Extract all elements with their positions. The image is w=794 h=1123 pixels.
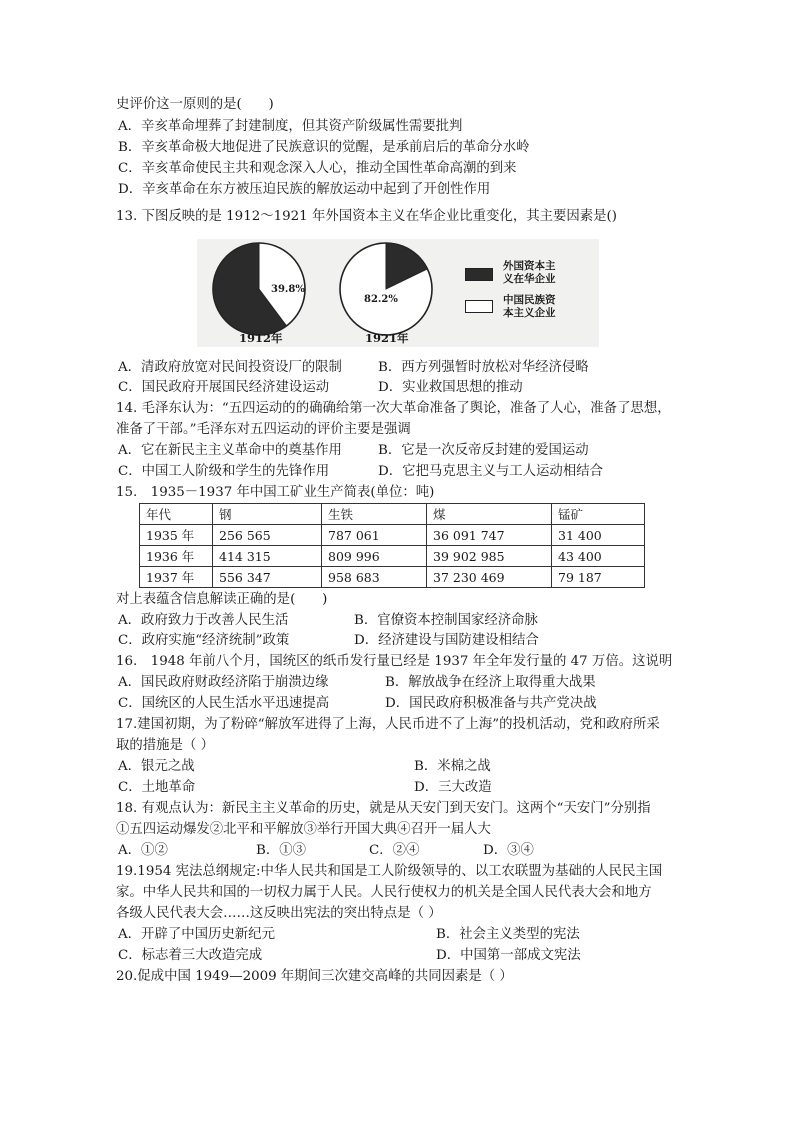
table-header-row xyxy=(140,504,645,525)
pie-1921 xyxy=(340,243,432,335)
q12-option-c[interactable]: C．辛亥革命使民主共和观念深入人心，推动全国性革命高潮的到来 xyxy=(118,161,517,176)
table-cell: 1936 年 xyxy=(140,546,213,567)
table-row xyxy=(140,525,645,546)
table-cell: 958 683 xyxy=(322,567,427,588)
q17-option-b[interactable]: B．米棉之战 xyxy=(414,759,491,774)
pie-1912-year: 1912年 xyxy=(239,331,283,345)
pie-1921-year: 1921年 xyxy=(365,331,409,345)
q17-stem-line1: 17.建国初期，为了粉碎“解放军进得了上海，人民币进不了上海”的投机活动，党和政府所采 xyxy=(116,717,660,732)
q19-option-d[interactable]: D．中国第一部成文宪法 xyxy=(436,948,581,963)
q17-stem-line2: 取的措施是（ ） xyxy=(116,738,214,753)
q13-option-c[interactable]: C．国民政府开展国民经济建设运动 xyxy=(118,380,330,395)
q17-option-c[interactable]: C．土地革命 xyxy=(118,780,196,795)
table-cell: 1937 年 xyxy=(140,567,213,588)
q15-stem: 15. 1935－1937 年中国工矿业生产简表(单位：吨) xyxy=(116,485,435,500)
table-header-cell: 年代 xyxy=(140,504,213,525)
legend-foreign-swatch xyxy=(465,268,493,281)
table-cell: 79 187 xyxy=(552,567,645,588)
q14-stem-line2: 准备了干部。”毛泽东对五四运动的评价主要是强调 xyxy=(116,422,411,437)
q20-stem: 20.促成中国 1949—2009 年期间三次建交高峰的共同因素是（ ） xyxy=(116,969,513,984)
q19-option-a[interactable]: A．开辟了中国历史新纪元 xyxy=(118,927,275,942)
q13-pie-figure xyxy=(197,239,599,347)
pie-1921-domestic-label: 82.2% xyxy=(364,294,398,305)
table-cell: 31 400 xyxy=(552,525,645,546)
q18-stem-line1: 18. 有观点认为：新民主主义革命的历史，就是从天安门到天安门。这两个“天安门”分别指 xyxy=(116,801,651,816)
table-cell: 809 996 xyxy=(322,546,427,567)
q17-option-a[interactable]: A．银元之战 xyxy=(118,759,195,774)
table-cell: 37 230 469 xyxy=(427,567,552,588)
table-cell: 1935 年 xyxy=(140,525,213,546)
table-header-cell: 锰矿 xyxy=(552,504,645,525)
q14-stem-line1: 14. 毛泽东认为：“五四运动的的确确给第一次大革命准备了舆论，准备了人心，准备了思想， xyxy=(116,401,671,416)
q18-option-a[interactable]: A．①② xyxy=(118,843,168,858)
legend-foreign-line2: 义在华企业 xyxy=(503,273,556,285)
q12-option-a[interactable]: A．辛亥革命埋葬了封建制度，但其资产阶级属性需要批判 xyxy=(118,119,463,134)
q15-option-a[interactable]: A．政府致力于改善人民生活 xyxy=(118,613,289,628)
q13-option-b[interactable]: B．西方列强暂时放松对华经济侵略 xyxy=(378,360,589,375)
table-cell: 43 400 xyxy=(552,546,645,567)
q16-option-a[interactable]: A．国民政府财政经济陷于崩溃边缘 xyxy=(118,675,329,690)
table-cell: 256 565 xyxy=(213,525,322,546)
q18-option-d[interactable]: D．③④ xyxy=(483,843,534,858)
q18-option-b[interactable]: B．①③ xyxy=(256,843,307,858)
q13-option-d[interactable]: D．实业救国思想的推动 xyxy=(378,380,523,395)
table-row xyxy=(140,567,645,588)
q19-stem-line2: 家。中华人民共和国的一切权力属于人民。人民行使权力的机关是全国人民代表大会和地方 xyxy=(116,885,652,900)
q15-production-table xyxy=(139,503,645,588)
q15-question: 对上表蕴含信息解读正确的是( ) xyxy=(116,592,328,607)
legend-domestic-line1: 中国民族资 xyxy=(503,294,556,306)
q15-option-d[interactable]: D．经济建设与国防建设相结合 xyxy=(354,633,539,648)
legend-domestic-line2: 本主义企业 xyxy=(503,307,556,319)
table-cell: 36 091 747 xyxy=(427,525,552,546)
legend-domestic-swatch xyxy=(465,300,493,313)
q18-stem-line2: ①五四运动爆发②北平和平解放③举行开国大典④召开一届人大 xyxy=(116,822,491,837)
q16-stem: 16. 1948 年前八个月，国统区的纸币发行量已经是 1937 年全年发行量的 47 万倍。这说明 xyxy=(116,654,673,669)
q18-option-c[interactable]: C．②④ xyxy=(369,843,420,858)
q15-option-b[interactable]: B．官僚资本控制国家经济命脉 xyxy=(354,613,538,628)
table-header-cell: 钢 xyxy=(213,504,322,525)
q13-option-a[interactable]: A．清政府放宽对民间投资设厂的限制 xyxy=(118,360,342,375)
q14-option-d[interactable]: D．它把马克思主义与工人运动相结合 xyxy=(378,464,603,479)
legend-foreign-line1: 外国资本主 xyxy=(503,260,556,272)
table-cell: 39 902 985 xyxy=(427,546,552,567)
q19-stem-line3: 各级人民代表大会……这反映出宪法的突出特点是（ ） xyxy=(116,906,442,921)
q16-option-b[interactable]: B．解放战争在经济上取得重大战果 xyxy=(385,675,596,690)
pie-1912-domestic-label: 39.8% xyxy=(271,284,305,295)
q15-option-c[interactable]: C．政府实施“经济统制”政策 xyxy=(118,633,290,648)
table-cell: 414 315 xyxy=(213,546,322,567)
q14-option-a[interactable]: A．它在新民主主义革命中的奠基作用 xyxy=(118,443,342,458)
q16-option-d[interactable]: D．国民政府积极准备与共产党决战 xyxy=(385,696,597,711)
q19-stem-line1: 19.1954 宪法总纲规定:中华人民共和国是工人阶级领导的、以工农联盟为基础的人民民主国 xyxy=(116,864,663,879)
q12-stem-tail: 史评价这一原则的是( ) xyxy=(116,97,274,112)
q19-option-c[interactable]: C．标志着三大改造完成 xyxy=(118,948,263,963)
q19-option-b[interactable]: B．社会主义类型的宪法 xyxy=(436,927,580,942)
table-header-cell: 煤 xyxy=(427,504,552,525)
q12-option-d[interactable]: D．辛亥革命在东方被压迫民族的解放运动中起到了开创性作用 xyxy=(118,182,491,197)
table-header-cell: 生铁 xyxy=(322,504,427,525)
q12-option-b[interactable]: B．辛亥革命极大地促进了民族意识的觉醒，是承前启后的革命分水岭 xyxy=(118,140,530,155)
q16-option-c[interactable]: C．国统区的人民生活水平迅速提高 xyxy=(118,696,330,711)
table-cell: 556 347 xyxy=(213,567,322,588)
q17-option-d[interactable]: D．三大改造 xyxy=(414,780,492,795)
q13-stem: 13. 下图反映的是 1912～1921 年外国资本主义在华企业比重变化，其主要因素是() xyxy=(116,209,617,224)
table-row xyxy=(140,546,645,567)
table-cell: 787 061 xyxy=(322,525,427,546)
q14-option-b[interactable]: B．它是一次反帝反封建的爱国运动 xyxy=(378,443,589,458)
q14-option-c[interactable]: C．中国工人阶级和学生的先锋作用 xyxy=(118,464,330,479)
